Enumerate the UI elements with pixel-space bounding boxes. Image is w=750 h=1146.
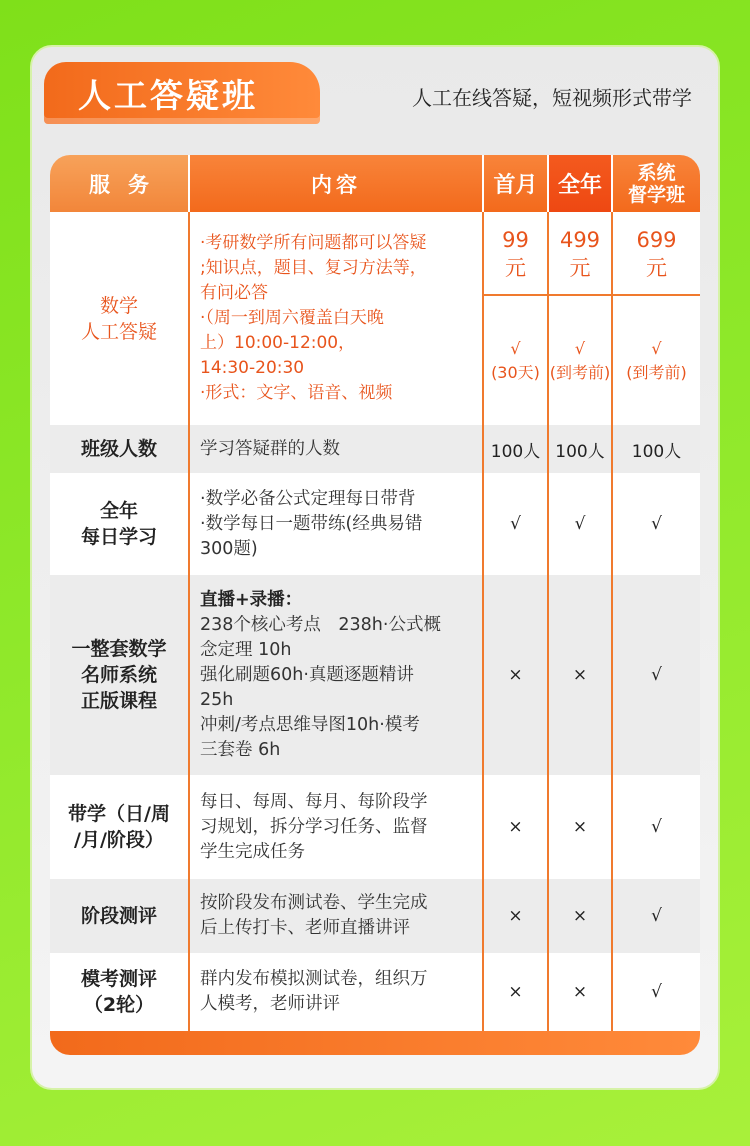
row-service: 阶段测评 <box>80 905 157 927</box>
price-supervised: 699 元 <box>636 227 677 280</box>
row-content: ·考研数学所有问题都可以答疑 ;知识点，题目、复习方法等， 有问必答 ·（周一到周六覆盖白天晚 上）10:00-12:00， 14:30-20:30 ·形式：文字、语音、视频 <box>200 233 427 403</box>
row-service: 带学（日/周 /月/阶段） <box>68 803 170 851</box>
row-content: 群内发布模拟测试卷，组织万 人模考，老师讲评 <box>200 969 428 1014</box>
table-row <box>50 775 700 879</box>
header-service: 服务 <box>50 155 188 212</box>
row-service: 一整套数学 名师系统 正版课程 <box>71 638 167 712</box>
tick-supervised: √ (到考前) <box>626 339 687 382</box>
tick-first-month: √ (30天) <box>491 339 540 382</box>
cell-supervised: √ <box>651 514 662 534</box>
cell-first-month: 100人 <box>490 441 541 462</box>
table-row <box>50 575 700 775</box>
cell-first-month: × <box>508 906 523 926</box>
header-plan-supervised: 系统 督学班 <box>613 155 700 212</box>
cell-supervised: √ <box>651 906 662 926</box>
column-divider <box>482 212 484 1031</box>
cell-full-year: 100人 <box>555 441 605 462</box>
price-full-year: 499 元 <box>559 227 601 280</box>
cell-full-year: × <box>572 817 588 837</box>
row-content: ·数学必备公式定理每日带背 ·数学每日一题带练(经典易错 300题) <box>200 488 423 559</box>
cell-first-month: √ <box>510 514 521 534</box>
cell-supervised: 100人 <box>631 441 682 462</box>
cell-first-month: × <box>508 665 523 685</box>
header-content: 内容 <box>190 155 482 212</box>
header-plan-full-year: 全年 <box>549 155 611 212</box>
column-divider <box>611 212 613 1031</box>
row-content: 学习答疑群的人数 <box>200 438 340 459</box>
row-content: 按阶段发布测试卷、学生完成 后上传打卡、老师直播讲评 <box>200 893 428 938</box>
row-content: 每日、每周、每月、每阶段学 习规划，拆分学习任务、监督 学生完成任务 <box>200 791 428 862</box>
row-service: 班级人数 <box>80 438 157 460</box>
price-first-month: 99 元 <box>502 227 529 280</box>
cell-first-month: × <box>508 817 523 837</box>
cell-full-year: √ <box>574 514 586 534</box>
class-tag: 人工答疑班 <box>44 62 320 124</box>
tick-full-year: √ (到考前) <box>549 339 611 382</box>
table-row <box>50 212 700 425</box>
column-divider <box>547 212 549 1031</box>
table-row <box>50 879 700 953</box>
cell-supervised: √ <box>651 982 662 1002</box>
cell-full-year: × <box>572 982 588 1002</box>
cell-first-month: × <box>508 982 523 1002</box>
header-plan-first-month: 首月 <box>484 155 547 212</box>
pricing-table <box>50 155 700 1055</box>
table-row <box>50 473 700 575</box>
table-row <box>50 425 700 473</box>
column-divider <box>188 212 190 1031</box>
row-service: 全年 每日学习 <box>80 500 157 548</box>
row-service: 模考测评 （2轮） <box>80 968 157 1016</box>
table-row <box>50 953 700 1031</box>
cell-full-year: × <box>572 906 588 926</box>
cell-supervised: √ <box>651 817 662 837</box>
row-service: 数学 人工答疑 <box>80 294 157 343</box>
row-content: 直播+录播： 238个核心考点 238h·公式概 念定理 10h 强化刷题60h·真题逐题精讲 25h 冲刺/考点思维导图10h·模考 三套卷 6h <box>200 589 441 760</box>
class-subtitle: 人工在线答疑，短视频形式带学 <box>412 86 692 110</box>
cell-full-year: × <box>572 665 588 685</box>
price-divider <box>484 294 700 296</box>
table-footer-bar <box>50 1031 700 1055</box>
cell-supervised: √ <box>651 665 662 685</box>
